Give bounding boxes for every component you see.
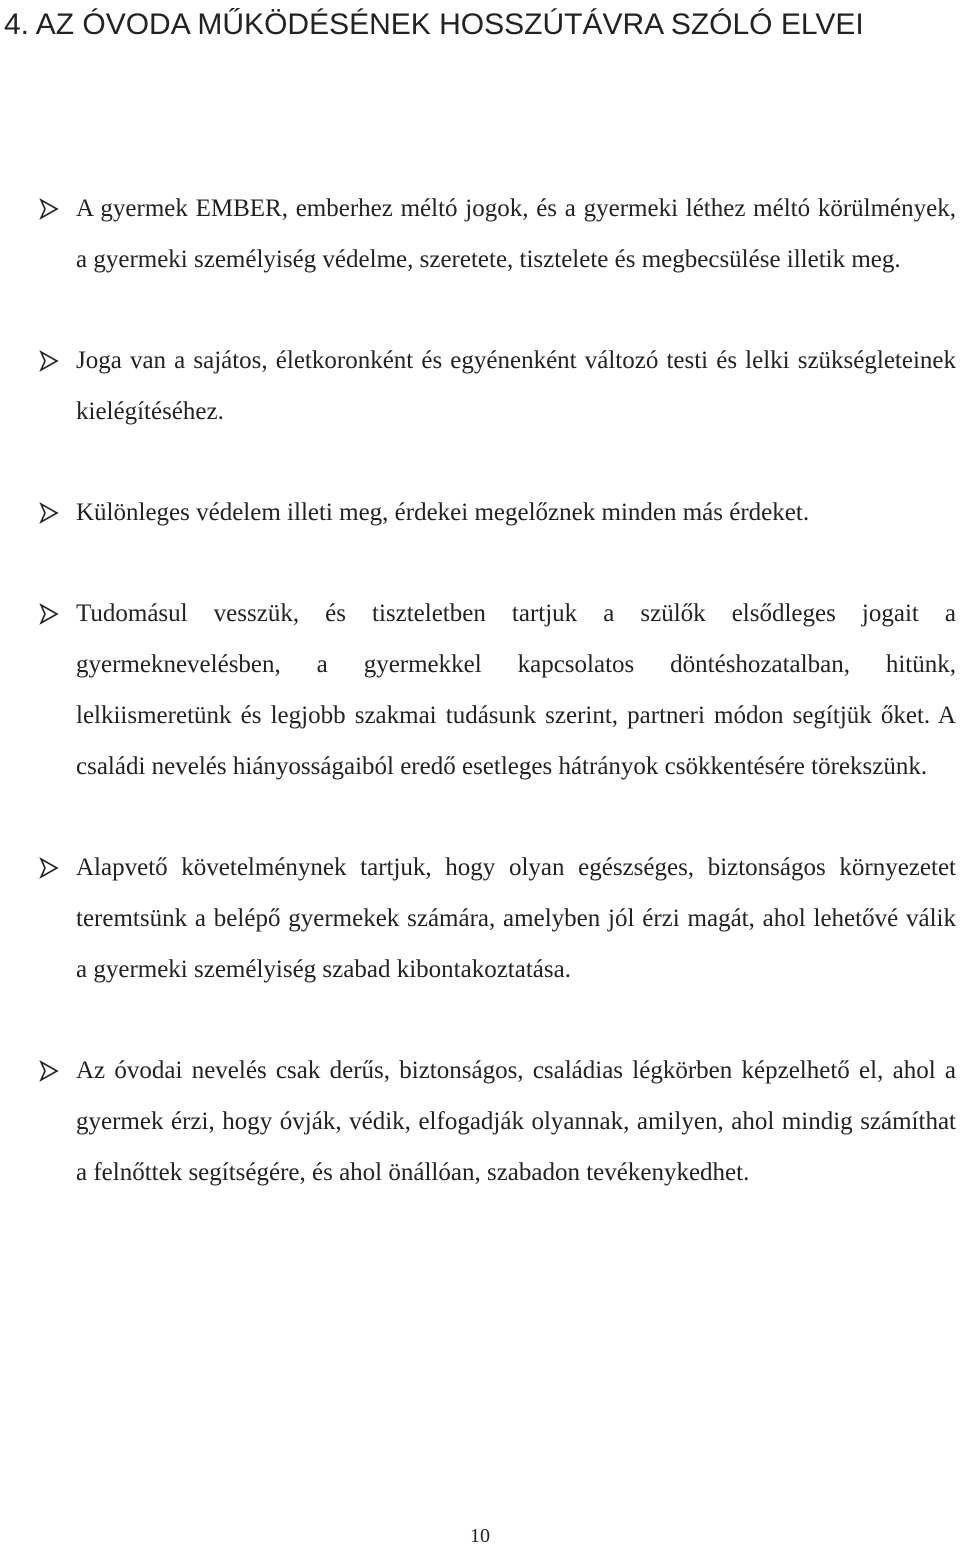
list-item-text: Az óvodai nevelés csak derűs, biztonságos, családias légkörben képzelhető el, ahol a gyermek érzi, hogy óvják, védik, elfogadják olyannak, amilyen, ahol mindig számíthat a felnőttek segítségére, és ahol önállóan, szabadon tevékenykedhet. bbox=[76, 1057, 956, 1186]
page-title: 4. AZ ÓVODA MŰKÖDÉSÉNEK HOSSZÚTÁVRA SZÓLÓ ELVEI bbox=[4, 8, 864, 41]
arrowhead-bullet-icon bbox=[38, 198, 60, 220]
list-item bbox=[0, 842, 956, 995]
page-number: 10 bbox=[470, 1525, 490, 1547]
principles-list bbox=[0, 183, 960, 1198]
list-item-text: A gyermek EMBER, emberhez méltó jogok, és a gyermeki léthez méltó körülmények, a gyermeki személyiség védelme, szeretete, tisztelete és megbecsülése illetik meg. bbox=[76, 195, 956, 273]
list-item-text: Joga van a sajátos, életkoronként és egyénenként változó testi és lelki szükségleteinek kielégítéséhez. bbox=[76, 347, 956, 425]
arrowhead-bullet-icon bbox=[38, 603, 60, 625]
arrowhead-bullet-icon bbox=[38, 350, 60, 372]
list-item bbox=[0, 1045, 956, 1198]
arrowhead-bullet-icon bbox=[38, 502, 60, 524]
list-item-text: Tudomásul vesszük, és tiszteletben tartjuk a szülők elsődleges jogait a gyermeknevelésben, a gyermekkel kapcsolatos döntéshozatalban, hitünk, lelkiismeretünk és legjobb szakmai tudásunk szerint, partneri módon segítjük őket. A családi nevelés hiányosságaiból eredő esetleges hátrányok csökkentésére törekszünk. bbox=[76, 600, 956, 780]
arrowhead-bullet-icon bbox=[38, 857, 60, 879]
list-item bbox=[0, 588, 956, 792]
list-item bbox=[0, 183, 956, 285]
list-item-text: Különleges védelem illeti meg, érdekei megelőznek minden más érdeket. bbox=[76, 499, 810, 526]
arrowhead-bullet-icon bbox=[38, 1060, 60, 1082]
list-item-text: Alapvető követelménynek tartjuk, hogy olyan egészséges, biztonságos környezetet teremtsünk a belépő gyermekek számára, amelyben jól érzi magát, ahol lehetővé válik a gyermeki személyiség szabad kibontakoztatása. bbox=[76, 854, 956, 983]
list-item bbox=[0, 335, 956, 437]
list-item bbox=[0, 487, 956, 538]
